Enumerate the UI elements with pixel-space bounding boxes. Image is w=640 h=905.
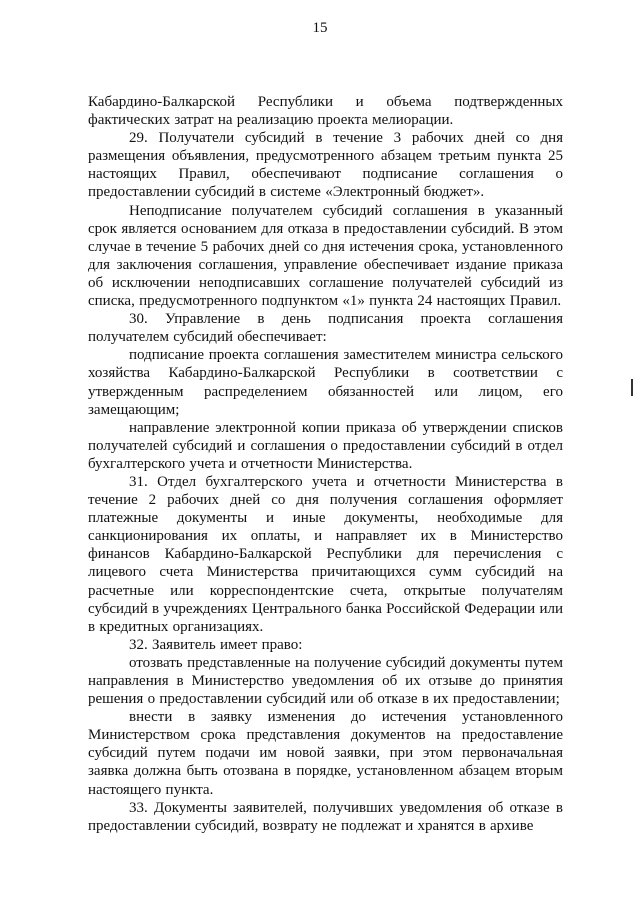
paragraph-sending-item: направление электронной копии приказа об утверждении списков получателей субсидий и соглашения о предоставлении субсидий в отдел бухгалтерского учета и отчетности Министерства. <box>88 419 563 472</box>
paragraph-non-signing: Неподписание получателем субсидий соглашения в указанный срок является основанием для отказа в предоставлении субсидий. В этом случае в течение 5 рабочих дней со дня истечения срока, установленного для заключения соглашения, управление обеспечивает издание приказа об исключении неподписавших соглашение получателей субсидий из списка, предусмотренного подпунктом «1» пункта 24 настоящих Правил. <box>88 202 563 310</box>
paragraph-signing-item: подписание проекта соглашения заместителем министра сельского хозяйства Кабардино-Балкарской Республики в соответствии с утвержденным распределением обязанностей или лицом, его замещающим; <box>88 347 563 418</box>
document-body <box>88 93 563 835</box>
paragraph-withdraw-item: отозвать представленные на получение субсидий документы путем направления в Министерство уведомления об их отзыве до принятия решения о предоставлении субсидий или об отказе в их предоставлении; <box>88 654 563 708</box>
paragraph-clause-29: 29. Получатели субсидий в течение 3 рабочих дней со дня размещения объявления, предусмотренного абзацем третьим пункта 25 настоящих Правил, обеспечивают подписание соглашения о предоставлении субсидий в системе «Электронный бюджет». <box>88 130 563 201</box>
paragraph-clause-30: 30. Управление в день подписания проекта соглашения получателем субсидий обеспечивает: <box>88 311 563 346</box>
paragraph-clause-33: 33. Документы заявителей, получивших уведомления об отказе в предоставлении субсидий, возврату не подлежат и хранятся в архиве <box>88 799 563 834</box>
scan-margin-mark <box>631 379 633 396</box>
paragraph-amend-item: внести в заявку изменения до истечения установленного Министерством срока представления документов на предоставление субсидий путем подачи им новой заявки, при этом первоначальная заявка должна быть отозвана в порядке, установленном абзацем вторым настоящего пункта. <box>88 709 563 798</box>
paragraph-continuation: Кабардино-Балкарской Республики и объема подтвержденных фактических затрат на реализацию проекта мелиорации. <box>88 94 563 129</box>
paragraph-clause-32: 32. Заявитель имеет право: <box>129 636 303 653</box>
paragraph-clause-31: 31. Отдел бухгалтерского учета и отчетности Министерства в течение 2 рабочих дней со дня получения соглашения оформляет платежные документы и иные документы, необходимые для санкционирования их оплаты, и направляет их в Министерство финансов Кабардино-Балкарской Республики для перечисления с лицевого счета Министерства причитающихся сумм субсидий на расчетные или корреспондентские счета, открытые получателям субсидий в учреждениях Центрального банка Российской Федерации или в кредитных организациях. <box>88 473 563 635</box>
page-number: 15 <box>312 20 328 36</box>
